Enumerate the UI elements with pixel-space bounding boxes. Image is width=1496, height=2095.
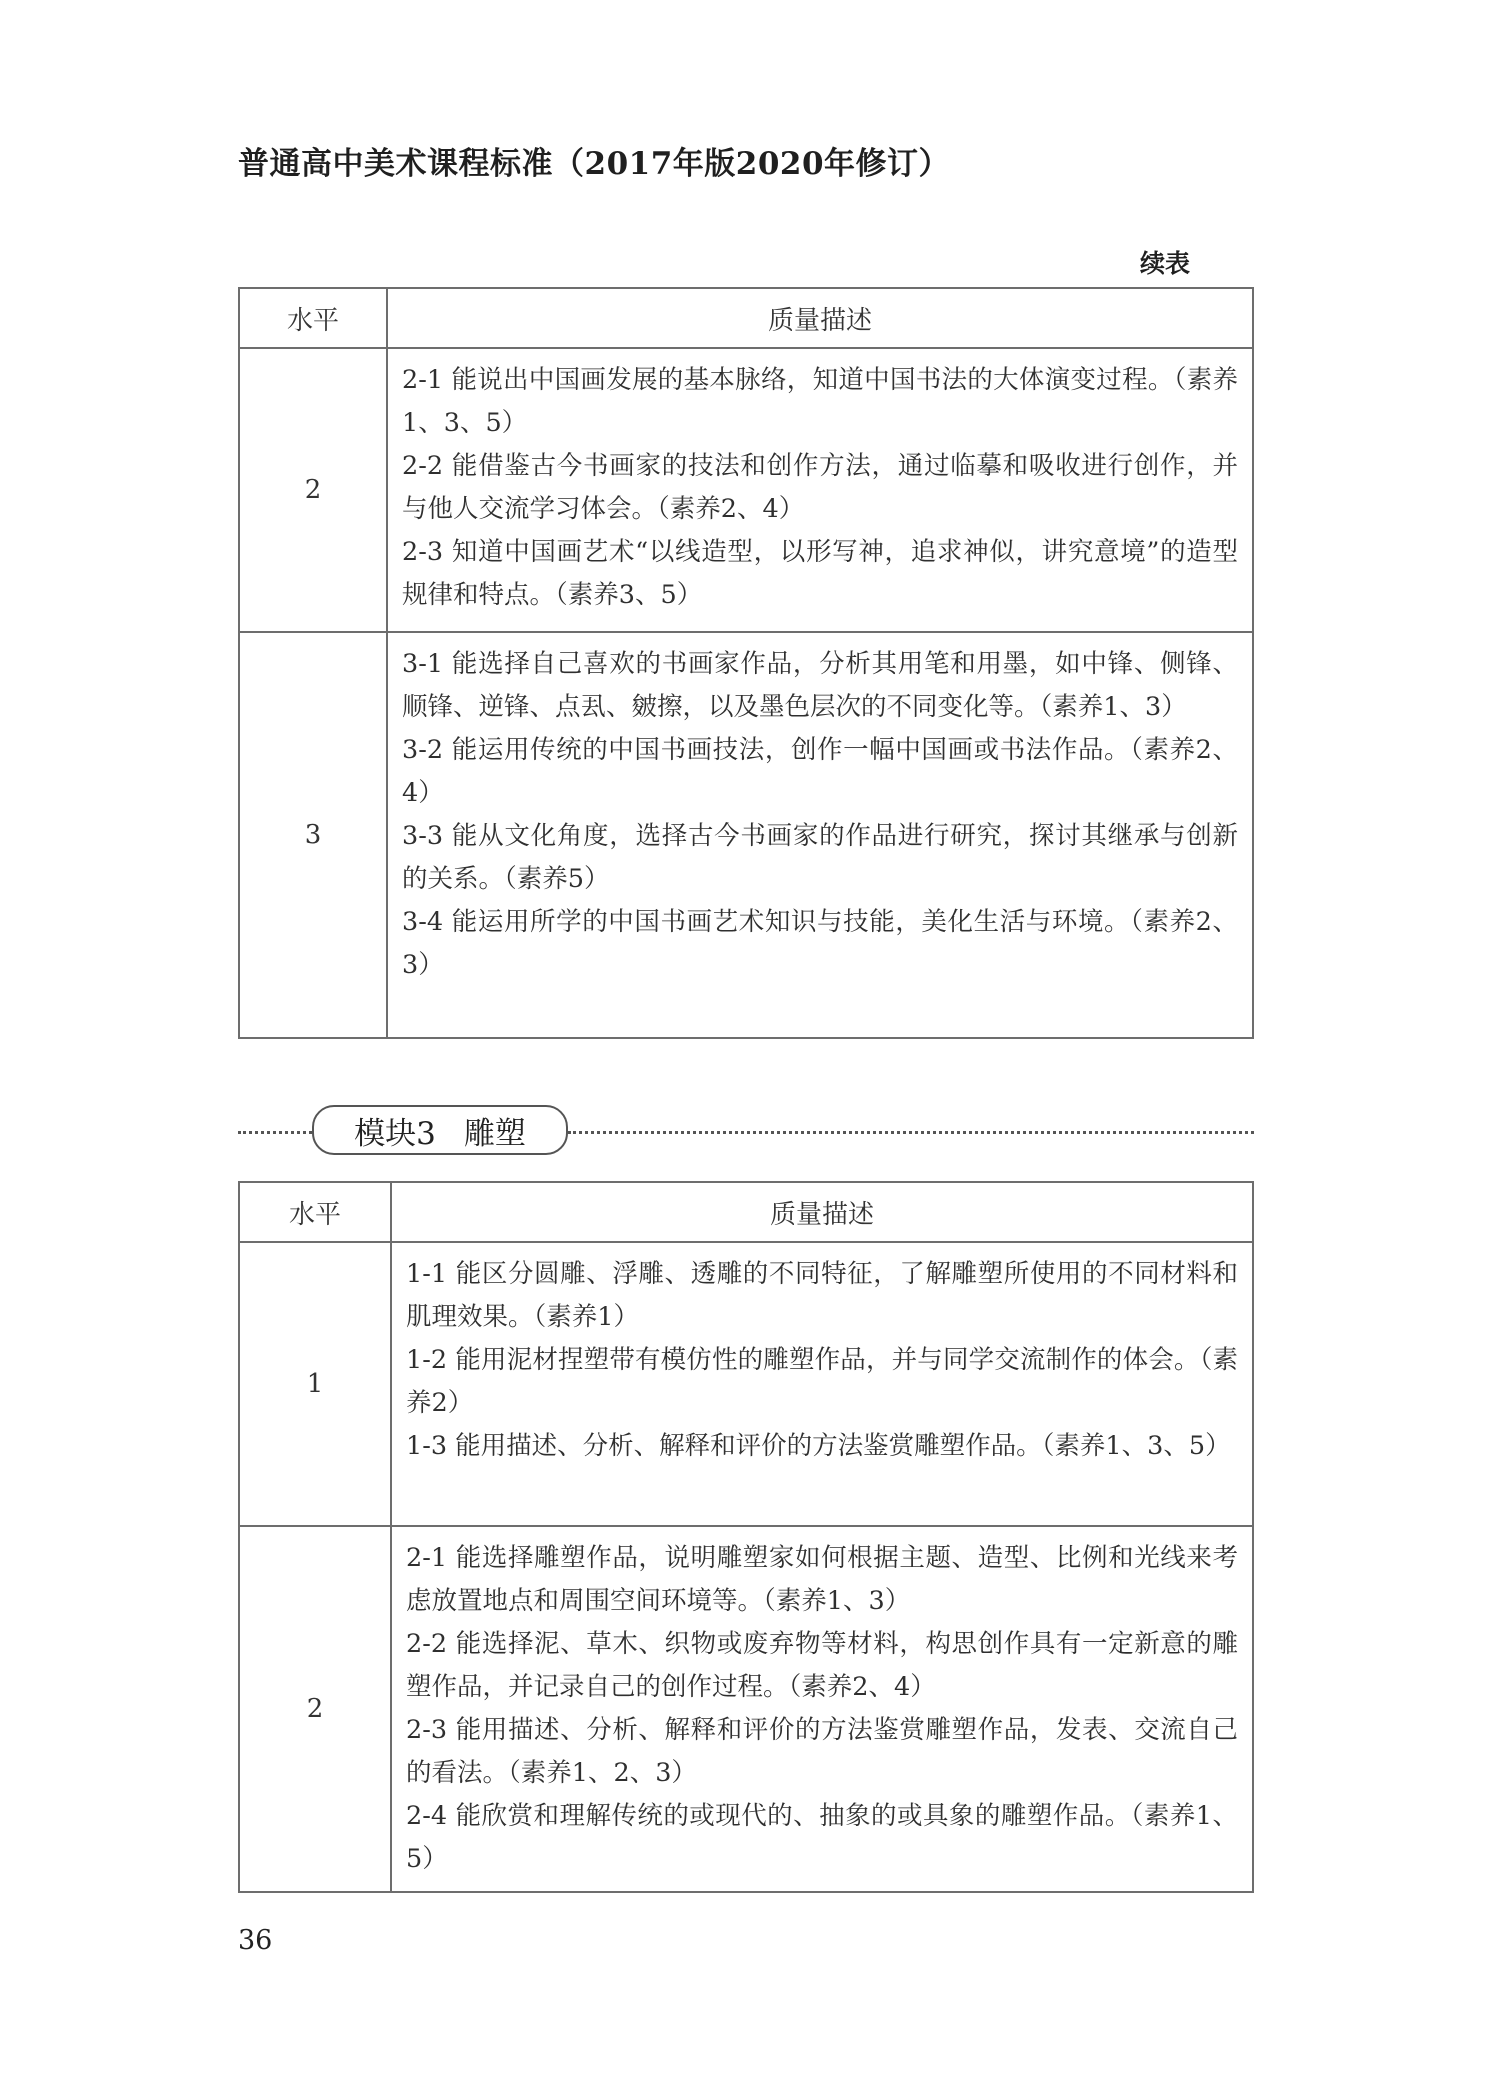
description-cell xyxy=(391,1242,1253,1526)
dotted-rule-right xyxy=(568,1131,1254,1134)
quality-item: 3-3 能从文化角度，选择古今书画家的作品进行研究，探讨其继承与创新的关系。（素养5） xyxy=(402,821,1238,894)
quality-item: 3-4 能运用所学的中国书画艺术知识与技能，美化生活与环境。（素养2、3） xyxy=(402,907,1238,980)
table-row xyxy=(239,632,1253,1038)
level-cell: 2 xyxy=(239,348,387,632)
table-row xyxy=(239,348,1253,632)
description-cell xyxy=(387,348,1253,632)
quality-item: 2-3 知道中国画艺术“以线造型，以形写神，追求神似，讲究意境”的造型规律和特点。（素养3、5） xyxy=(402,537,1238,610)
level-cell: 1 xyxy=(239,1242,391,1526)
quality-item: 2-1 能选择雕塑作品，说明雕塑家如何根据主题、造型、比例和光线来考虑放置地点和周围空间环境等。（素养1、3） xyxy=(406,1543,1238,1616)
table-row xyxy=(239,1242,1253,1526)
table-header-row xyxy=(239,288,1253,348)
quality-item: 2-2 能借鉴古今书画家的技法和创作方法，通过临摹和吸收进行创作，并与他人交流学习体会。（素养2、4） xyxy=(402,451,1238,524)
column-header-level: 水平 xyxy=(239,1182,391,1242)
quality-item: 3-1 能选择自己喜欢的书画家作品，分析其用笔和用墨，如中锋、侧锋、顺锋、逆锋、点厾、皴擦，以及墨色层次的不同变化等。（素养1、3） xyxy=(402,649,1238,722)
column-header-level: 水平 xyxy=(239,288,387,348)
table-header-row xyxy=(239,1182,1253,1242)
quality-item: 3-2 能运用传统的中国书画技法，创作一幅中国画或书法作品。（素养2、4） xyxy=(402,735,1238,808)
module-title-badge xyxy=(312,1105,568,1155)
description-cell xyxy=(387,632,1253,1038)
table-row xyxy=(239,1526,1253,1892)
level-cell: 3 xyxy=(239,632,387,1038)
quality-item: 1-2 能用泥材捏塑带有模仿性的雕塑作品，并与同学交流制作的体会。（素养2） xyxy=(406,1345,1238,1418)
continued-table-label: 续表 xyxy=(1140,249,1191,278)
quality-table-ink-painting xyxy=(238,287,1254,1039)
quality-item: 2-3 能用描述、分析、解释和评价的方法鉴赏雕塑作品，发表、交流自己的看法。（素养1、2、3） xyxy=(406,1715,1238,1788)
quality-item: 2-2 能选择泥、草木、织物或废弃物等材料，构思创作具有一定新意的雕塑作品，并记录自己的创作过程。（素养2、4） xyxy=(406,1629,1238,1702)
description-cell xyxy=(391,1526,1253,1892)
quality-item: 1-1 能区分圆雕、浮雕、透雕的不同特征，了解雕塑所使用的不同材料和肌理效果。（素养1） xyxy=(406,1259,1238,1332)
dotted-rule-left xyxy=(238,1131,312,1134)
quality-item: 2-1 能说出中国画发展的基本脉络，知道中国书法的大体演变过程。（素养1、3、5） xyxy=(402,365,1238,438)
module-name: 雕塑 xyxy=(463,1115,526,1152)
level-cell: 2 xyxy=(239,1526,391,1892)
running-head-title: 普通高中美术课程标准（2017年版2020年修订） xyxy=(238,146,951,182)
page-number: 36 xyxy=(238,1925,273,1956)
module-heading xyxy=(238,1105,1254,1159)
quality-item: 2-4 能欣赏和理解传统的或现代的、抽象的或具象的雕塑作品。（素养1、5） xyxy=(406,1801,1238,1874)
column-header-description: 质量描述 xyxy=(391,1182,1253,1242)
quality-table-sculpture xyxy=(238,1181,1254,1893)
quality-item: 1-3 能用描述、分析、解释和评价的方法鉴赏雕塑作品。（素养1、3、5） xyxy=(406,1431,1231,1461)
module-number: 模块3 xyxy=(354,1115,436,1152)
column-header-description: 质量描述 xyxy=(387,288,1253,348)
